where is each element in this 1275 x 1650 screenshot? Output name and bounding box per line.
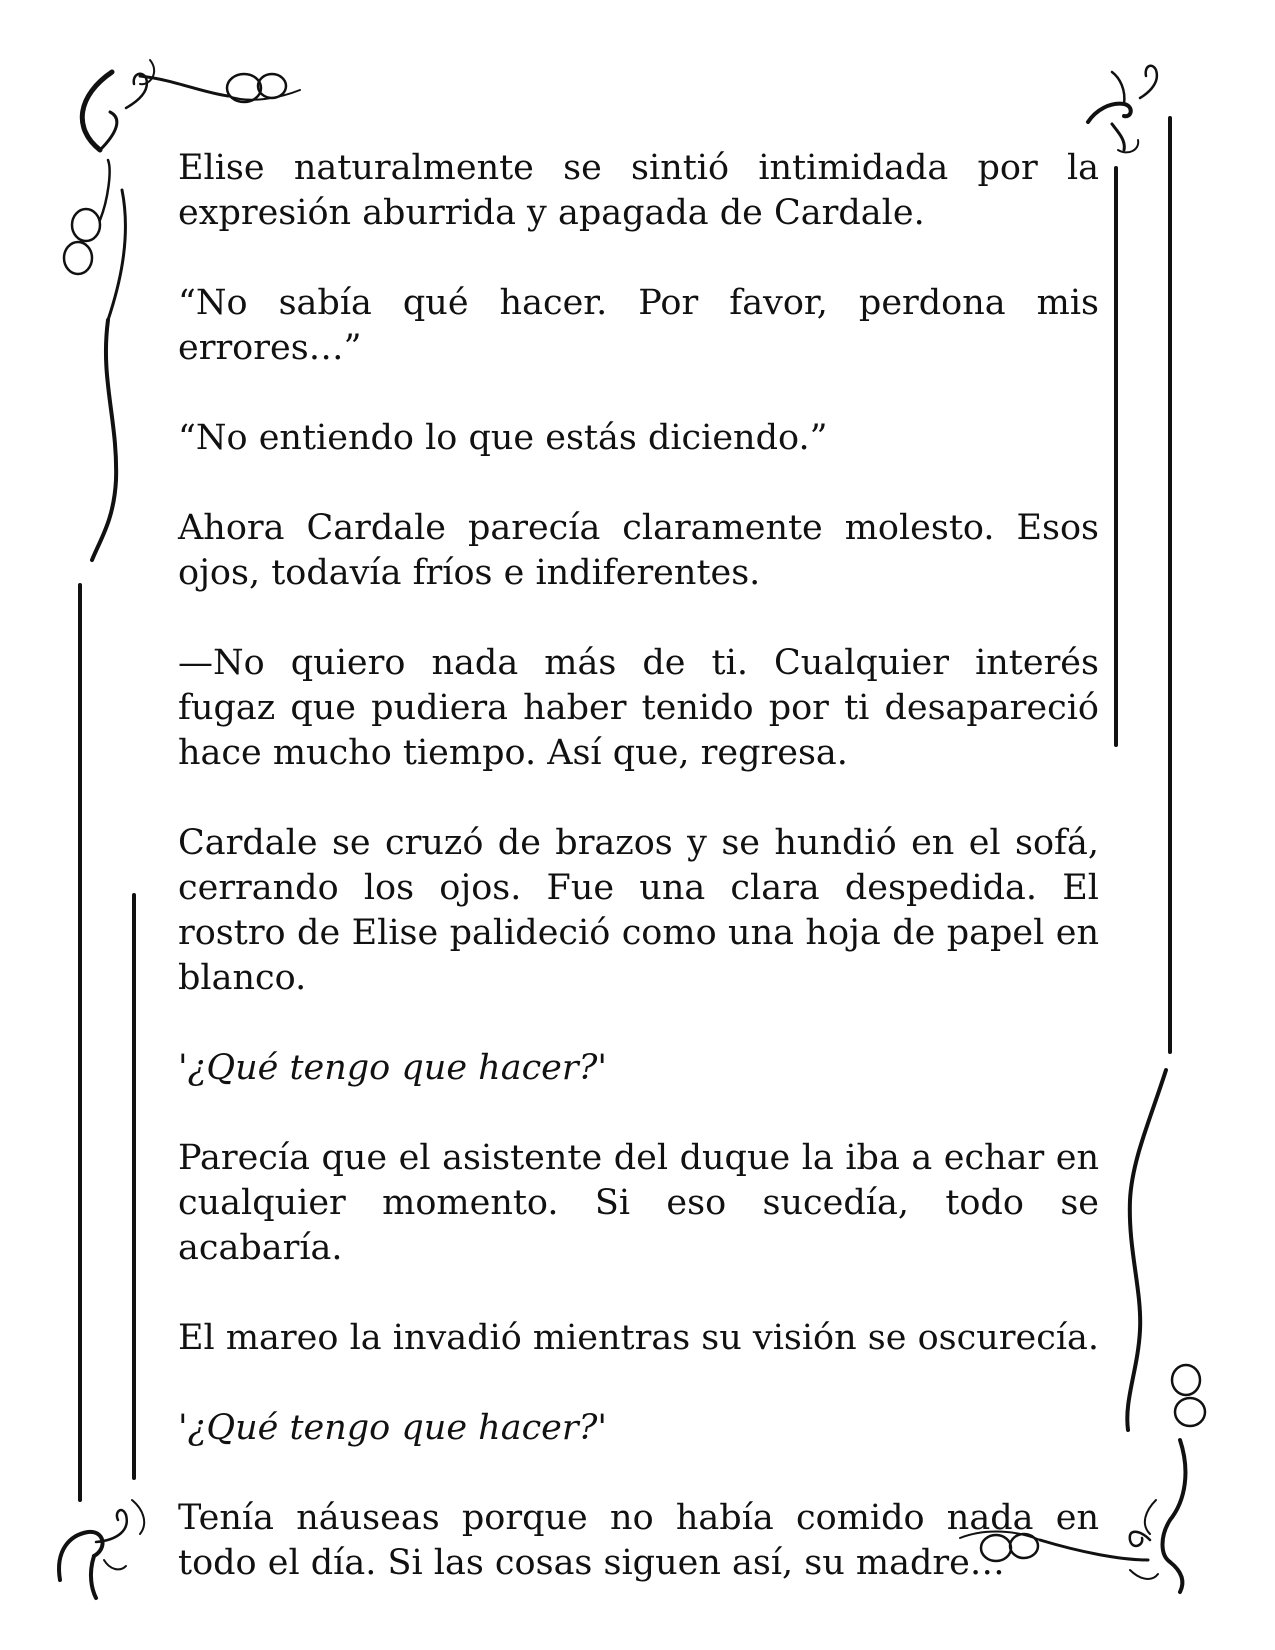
inner-thought-1: '¿Qué tengo que hacer?'	[178, 1048, 608, 1088]
paragraph-2: “No sabía qué hacer. Por favor, perdona mis errores…”	[178, 283, 1099, 368]
paragraph-11: Tenía náuseas porque no había comido nada en todo el día. Si las cosas siguen así, su madre…	[178, 1498, 1099, 1583]
story-text	[178, 146, 1099, 1586]
corner-flourish-top-right	[1088, 66, 1157, 153]
paragraph-6: Cardale se cruzó de brazos y se hundió en el sofá, cerrando los ojos. Fue una clara despedida. El rostro de Elise palideció como una hoja de papel en blanco.	[178, 823, 1099, 998]
inner-thought-2: '¿Qué tengo que hacer?'	[178, 1408, 608, 1448]
paragraph-9: El mareo la invadió mientras su visión se oscurecía.	[178, 1318, 1100, 1358]
paragraph-1: Elise naturalmente se sintió intimidada por la expresión aburrida y apagada de Cardale.	[178, 148, 1099, 233]
paragraph-4: Ahora Cardale parecía claramente molesto. Esos ojos, todavía fríos e indiferentes.	[178, 508, 1099, 593]
paragraph-8: Parecía que el asistente del duque la iba a echar en cualquier momento. Si eso sucedía, todo se acabaría.	[178, 1138, 1099, 1268]
corner-flourish-bottom-left	[59, 1500, 144, 1598]
paragraph-5: —No quiero nada más de ti. Cualquier interés fugaz que pudiera haber tenido por ti desapareció hace mucho tiempo. Así que, regresa.	[178, 643, 1099, 773]
right-wavy-line	[1127, 1070, 1166, 1430]
paragraph-3: “No entiendo lo que estás diciendo.”	[178, 418, 828, 458]
